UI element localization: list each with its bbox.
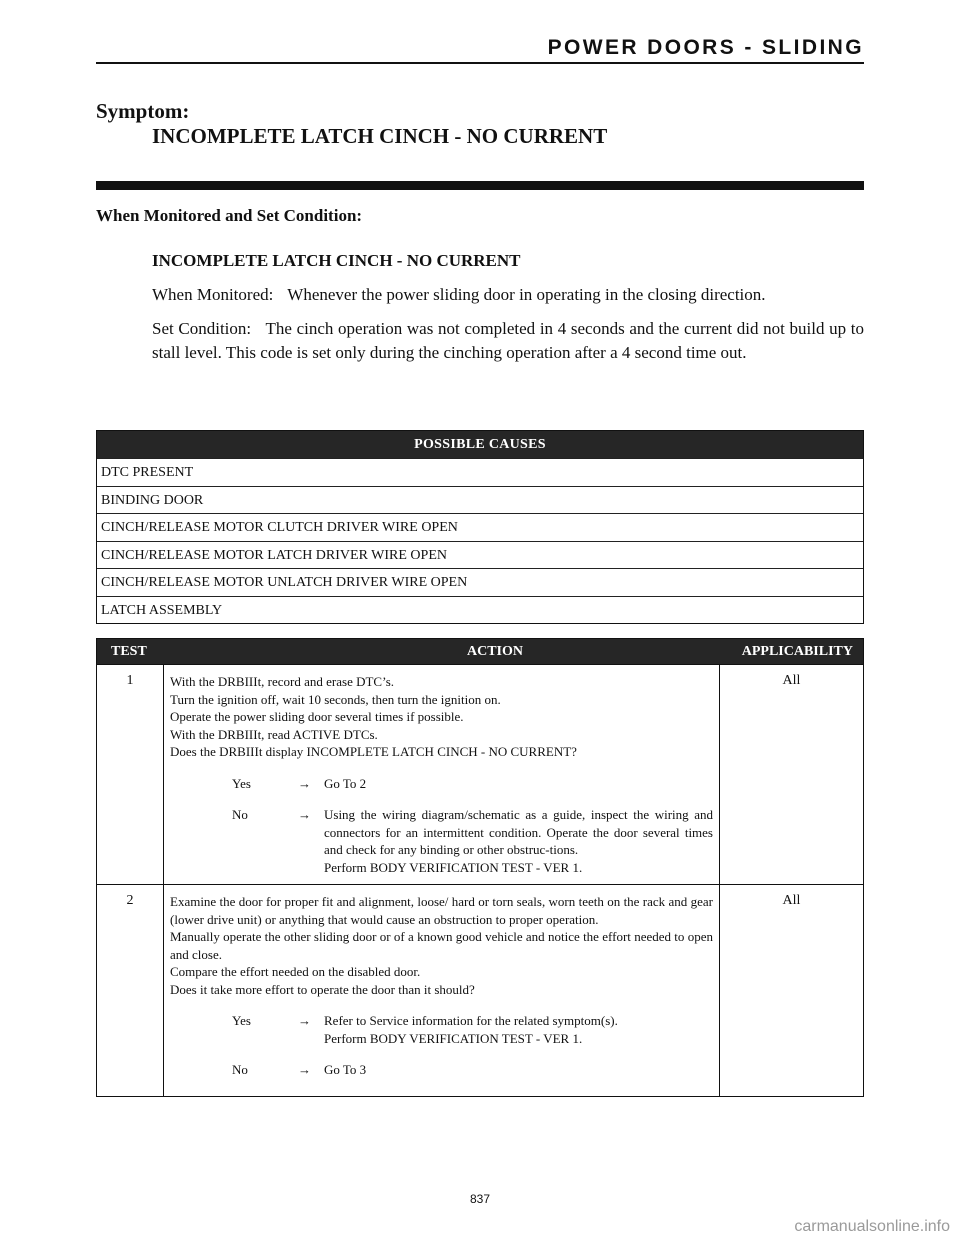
applicability: All (782, 673, 801, 688)
causes-heading: POSSIBLE CAUSES (97, 431, 863, 458)
monitored-heading: When Monitored and Set Condition: (96, 206, 363, 225)
yes-answer (170, 1012, 713, 1047)
applicability: All (782, 893, 801, 908)
arrow-icon: → (298, 807, 311, 822)
table-row (97, 664, 863, 884)
action-line: Operate the power sliding door several times if possible. (170, 709, 464, 724)
header-rule (96, 62, 864, 64)
possible-causes-box (96, 430, 864, 624)
no-text: Go To 3 (324, 1062, 367, 1077)
symptom-title: INCOMPLETE LATCH CINCH - NO CURRENT (152, 124, 608, 148)
action-line: Does the DRBIIIt display INCOMPLETE LATCH CINCH - NO CURRENT? (170, 744, 577, 759)
cause-item: DTC PRESENT (97, 458, 863, 486)
set-label: Set Condition: (152, 319, 252, 338)
no-text-2: Perform BODY VERIFICATION TEST - VER 1. (324, 859, 583, 875)
dtc-code: INCOMPLETE LATCH CINCH - NO CURRENT (152, 251, 521, 270)
no-answer (170, 1061, 713, 1079)
test-number: 2 (97, 885, 164, 1096)
action-line: Manually operate the other sliding door or of a known good vehicle and notice the effort needed to open and close. (170, 929, 713, 962)
page-header (96, 36, 864, 86)
action-line: Examine the door for proper fit and alignment, loose/ hard or torn seals, worn teeth on the rack and gear (lower drive unit) or anything that would cause an obstruction to proper operation. (170, 894, 713, 927)
page-number: 837 (469, 1192, 491, 1206)
action-line: With the DRBIIIt, read ACTIVE DTCs. (170, 726, 378, 742)
arrow-icon: → (298, 1062, 311, 1077)
section-divider (96, 181, 864, 190)
no-label: No (232, 807, 248, 822)
no-text: Using the wiring diagram/schematic as a guide, inspect the wiring and connectors for an intermittent condition. Operate the door several times and check for any binding or other obstruc-tions. (324, 807, 713, 857)
when-text: Whenever the power sliding door in operating in the closing direction. (287, 285, 766, 304)
set-text: The cinch operation was not completed in 4 seconds and the current did not build up to stall level. This code is set only during the cinching operation after a 4 second time out. (152, 319, 864, 362)
yes-text: Refer to Service information for the related symptom(s). (324, 1013, 618, 1028)
action-line: Does it take more effort to operate the door than it should? (170, 981, 475, 997)
set-condition (152, 317, 864, 365)
test-action (164, 885, 720, 1096)
cause-item: BINDING DOOR (97, 486, 863, 514)
action-line: Compare the effort needed on the disabled door. (170, 964, 421, 979)
no-label: No (232, 1062, 248, 1077)
yes-answer (170, 775, 713, 793)
watermark-link[interactable]: carmanualsonline.info (794, 1218, 950, 1235)
yes-label: Yes (232, 775, 251, 791)
when-monitored (152, 283, 864, 307)
no-answer (170, 806, 713, 876)
yes-text-2: Perform BODY VERIFICATION TEST - VER 1. (324, 1030, 583, 1046)
cause-item: CINCH/RELEASE MOTOR LATCH DRIVER WIRE OPEN (97, 541, 863, 569)
monitored-block (152, 249, 864, 375)
test-table (96, 638, 864, 1097)
cause-item: CINCH/RELEASE MOTOR CLUTCH DRIVER WIRE OPEN (97, 513, 863, 541)
test-number: 1 (97, 665, 164, 884)
arrow-icon: → (298, 1013, 311, 1028)
col-applicability: APPLICABILITY (741, 644, 853, 659)
yes-text-block (324, 1012, 713, 1047)
cause-item: CINCH/RELEASE MOTOR UNLATCH DRIVER WIRE OPEN (97, 568, 863, 596)
col-action: ACTION (467, 644, 524, 659)
table-header (97, 639, 863, 664)
cause-item: LATCH ASSEMBLY (97, 596, 863, 624)
yes-text: Go To 2 (324, 775, 367, 791)
test-action (164, 665, 720, 884)
table-row (97, 884, 863, 1096)
arrow-icon: → (298, 775, 311, 791)
symptom-label: Symptom: (96, 99, 190, 123)
action-line: With the DRBIIIt, record and erase DTC’s. (170, 674, 395, 689)
yes-label: Yes (232, 1013, 251, 1028)
col-test: TEST (111, 644, 147, 659)
action-line: Turn the ignition off, wait 10 seconds, then turn the ignition on. (170, 691, 501, 707)
section-title: POWER DOORS - SLIDING (547, 36, 864, 59)
when-label: When Monitored: (152, 285, 274, 304)
no-text-block (324, 806, 713, 876)
